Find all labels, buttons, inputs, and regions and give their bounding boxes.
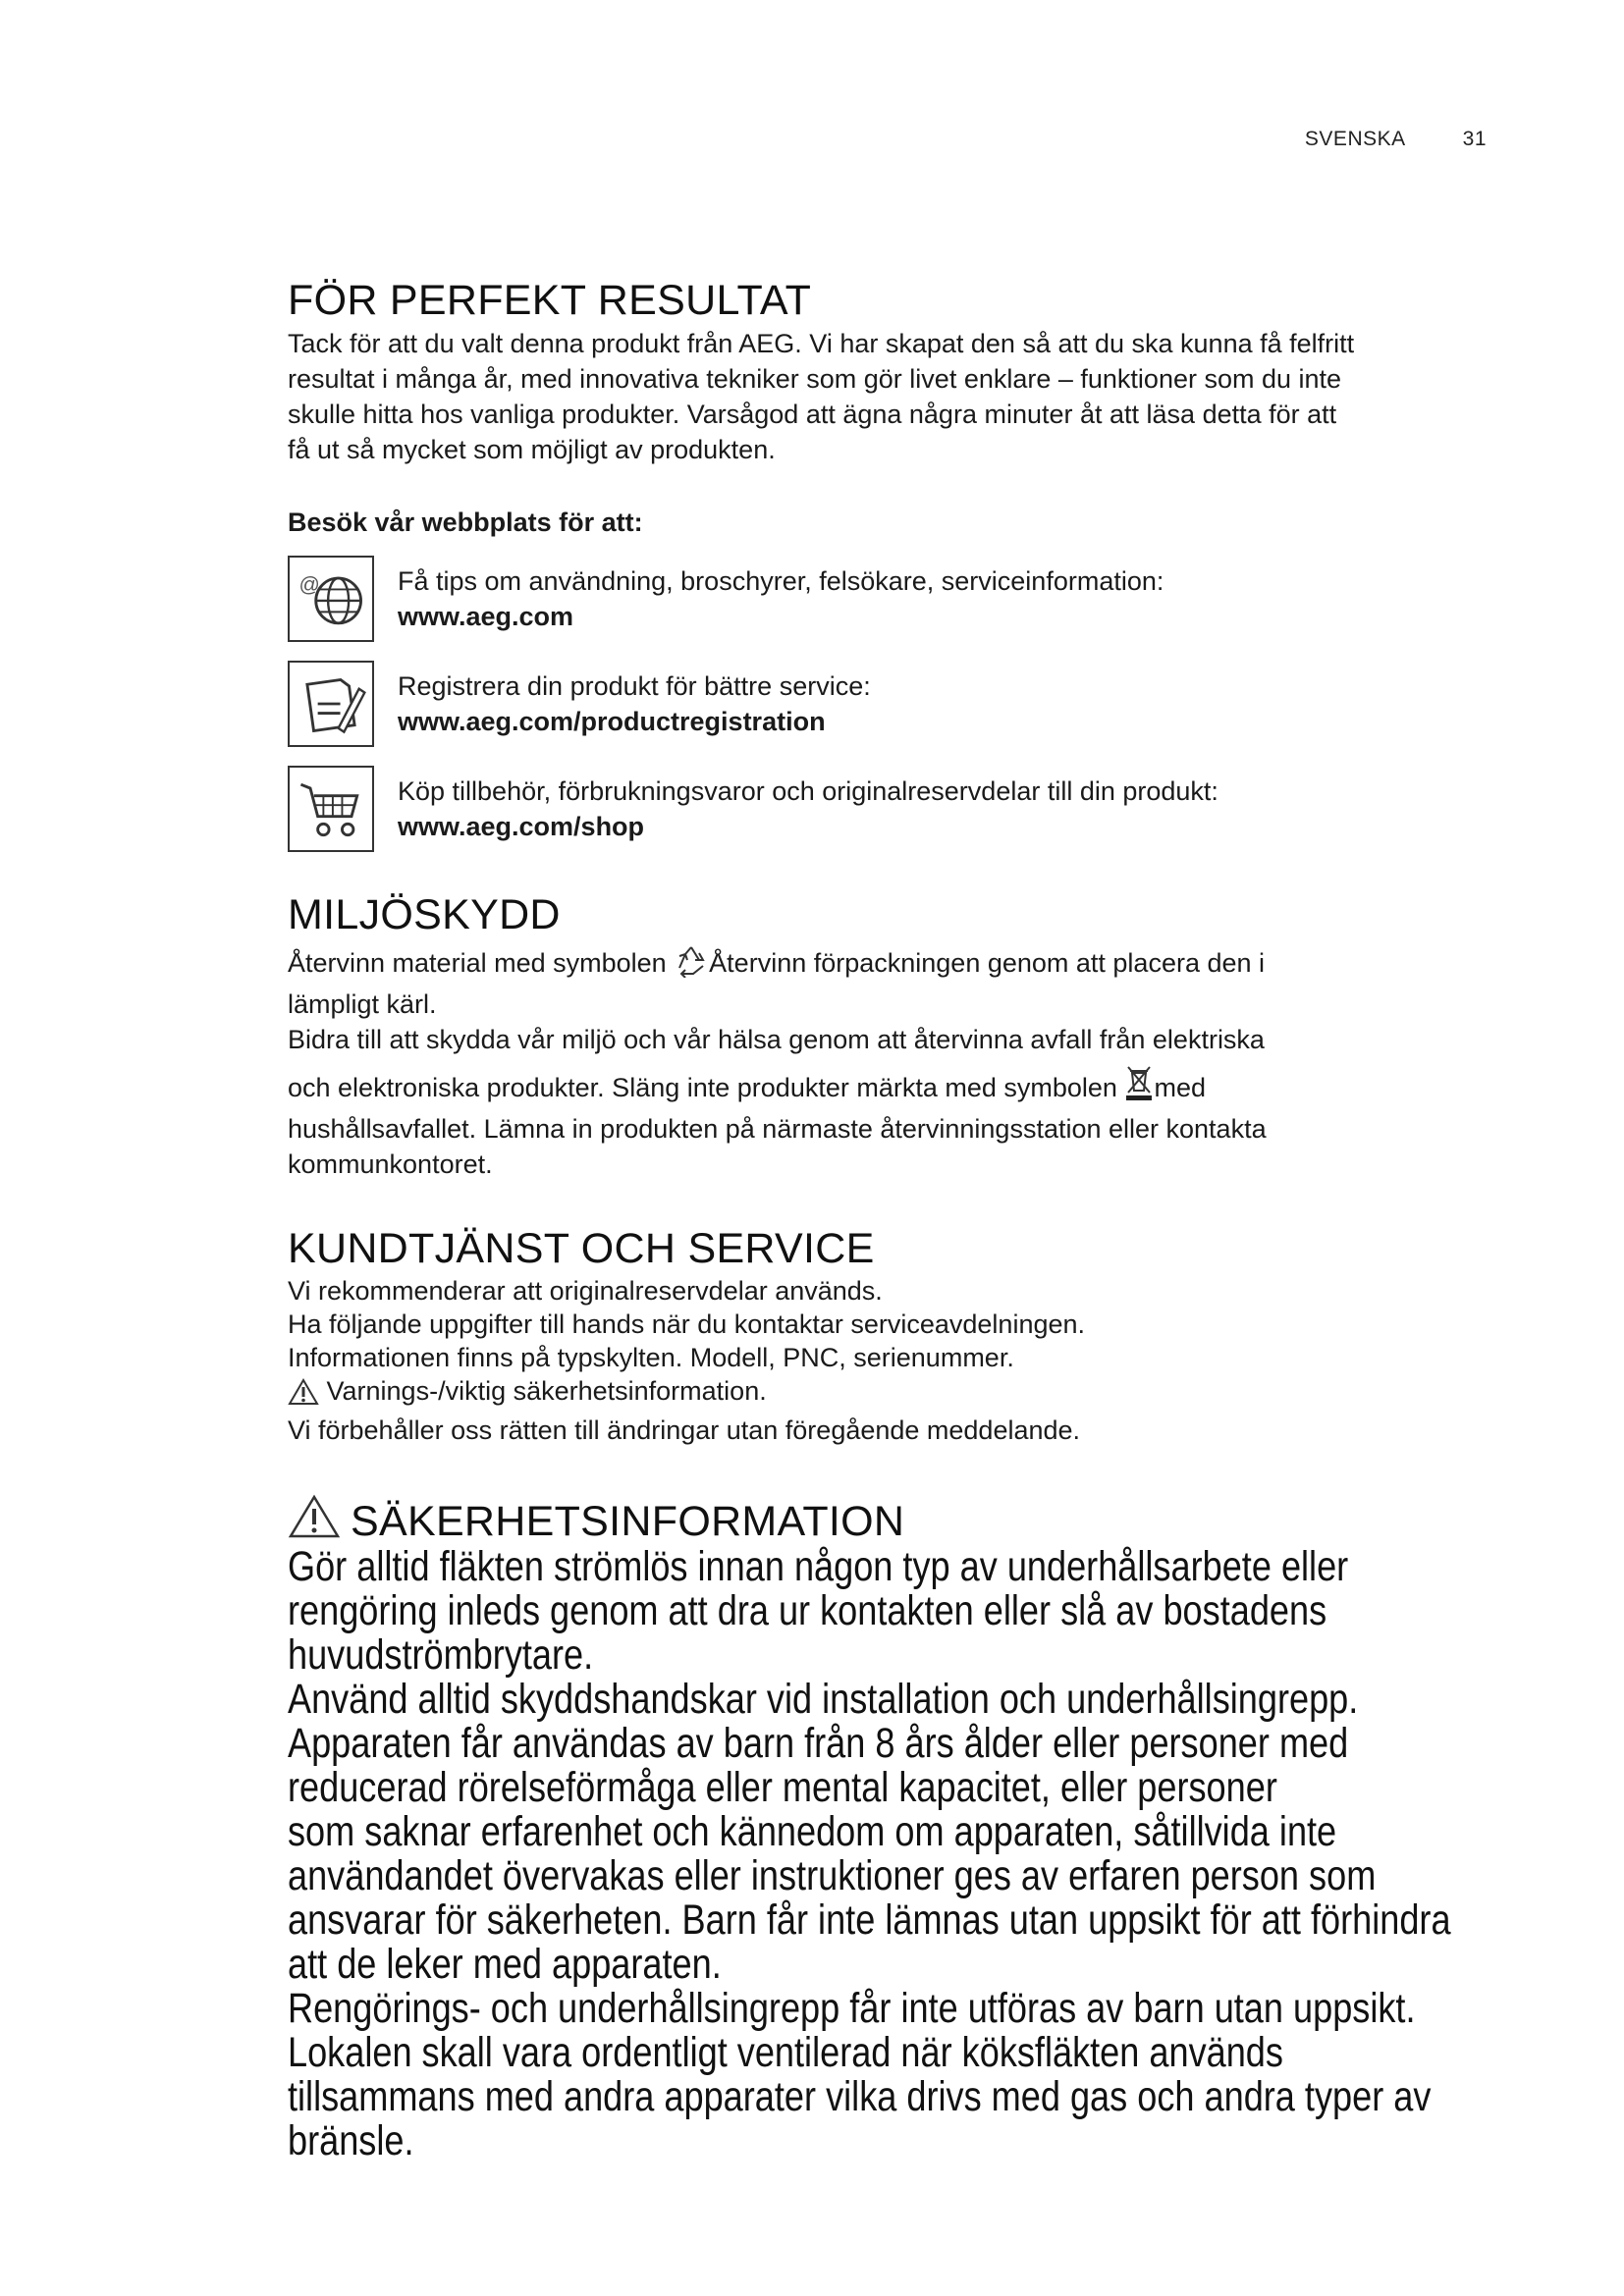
section-title-environment: MILJÖSKYDD (288, 891, 561, 938)
service-text: Varnings-/viktig säkerhetsinformation. (326, 1376, 767, 1406)
safety-title-text: SÄKERHETSINFORMATION (351, 1498, 905, 1545)
service-line: Vi förbehåller oss rätten till ändringar utan föregående meddelande. (288, 1415, 1081, 1445)
page-header (1305, 128, 1487, 151)
visit-item-text (398, 668, 871, 739)
page-number: 31 (1462, 128, 1487, 150)
environment-text: Återvinn förpackningen genom att placera den i (709, 948, 1266, 978)
safety-line: bränsle. (288, 2117, 414, 2164)
weee-bin-icon (1124, 1065, 1154, 1111)
language-label: SVENSKA (1304, 128, 1406, 150)
environment-text: med (1154, 1073, 1206, 1102)
visit-item-description: Få tips om användning, broschyrer, felsökare, serviceinformation: (398, 566, 1164, 596)
environment-line (288, 1065, 1486, 1111)
safety-line: att de leker med apparaten. (288, 1941, 722, 1988)
safety-line: Apparaten får användas av barn från 8 års ålder eller personer med (288, 1720, 1349, 1767)
section-title-perfect-result: FÖR PERFEKT RESULTAT (288, 277, 812, 324)
safety-line: ansvarar för säkerheten. Barn får inte lämnas utan uppsikt för att förhindra (288, 1896, 1451, 1944)
safety-paragraph (288, 1545, 1525, 2163)
safety-line: Använd alltid skyddshandskar vid installation och underhållsingrepp. (288, 1676, 1359, 1723)
safety-line: användandet övervakas eller instruktioner ges av erfaren person som (288, 1852, 1377, 1899)
service-line (288, 1374, 1486, 1414)
environment-text: Återvinn material med symbolen (288, 948, 675, 978)
service-line: Vi rekommenderar att originalreservdelar används. (288, 1276, 883, 1306)
safety-line: reducerad rörelseförmåga eller mental kapacitet, eller personer (288, 1764, 1277, 1811)
environment-text: och elektroniska produkter. Släng inte produkter märkta med symbolen (288, 1073, 1125, 1102)
section-title-safety (288, 1494, 904, 1550)
visit-item-tips (288, 556, 1515, 646)
safety-line: rengöring inleds genom att dra ur kontakten eller slå av bostadens (288, 1587, 1327, 1634)
service-paragraph (288, 1274, 1486, 1447)
safety-line: som saknar erfarenhet och kännedom om apparaten, såtillvida inte (288, 1808, 1337, 1855)
environment-line: hushållsavfallet. Lämna in produkten på närmaste återvinningsstation eller kontakta (288, 1114, 1267, 1144)
link-aeg-com[interactable]: www.aeg.com (398, 602, 574, 631)
safety-line: Lokalen skall vara ordentligt ventilerad när köksfläkten används (288, 2029, 1283, 2076)
warning-icon (288, 1378, 319, 1414)
link-shop[interactable]: www.aeg.com/shop (398, 812, 645, 841)
visit-heading: Besök vår webbplats för att: (288, 507, 643, 537)
recycle-icon (674, 944, 709, 987)
intro-line: Tack för att du valt denna produkt från AEG. Vi har skapat den så att du ska kunna få felfritt (288, 329, 1355, 358)
intro-line: resultat i många år, med innovativa tekniker som gör livet enklare – funktioner som du inte (288, 364, 1342, 394)
intro-line: få ut så mycket som möjligt av produkten. (288, 435, 776, 464)
intro-paragraph (288, 326, 1486, 467)
visit-item-description: Köp tillbehör, förbrukningsvaror och originalreservdelar till din produkt: (398, 776, 1218, 806)
environment-line: kommunkontoret. (288, 1149, 493, 1179)
warning-icon (288, 1494, 341, 1550)
safety-line: Rengörings- och underhållsingrepp får inte utföras av barn utan uppsikt. (288, 1985, 1416, 2032)
environment-line: Bidra till att skydda vår miljö och vår hälsa genom att återvinna avfall från elektriska (288, 1025, 1265, 1054)
register-pen-icon (288, 661, 374, 747)
section-title-service: KUNDTJÄNST OCH SERVICE (288, 1225, 875, 1272)
service-line: Informationen finns på typskylten. Modell, PNC, serienummer. (288, 1343, 1014, 1372)
environment-paragraph (288, 944, 1486, 1182)
environment-line (288, 944, 1486, 987)
environment-line: lämpligt kärl. (288, 989, 437, 1019)
service-line: Ha följande uppgifter till hands när du kontaktar serviceavdelningen. (288, 1309, 1086, 1339)
link-productregistration[interactable]: www.aeg.com/productregistration (398, 707, 826, 736)
svg-text:@: @ (298, 573, 320, 597)
visit-item-text (398, 563, 1164, 634)
safety-line: Gör alltid fläkten strömlös innan någon typ av underhållsarbete eller (288, 1543, 1349, 1590)
globe-at-icon (288, 556, 374, 642)
intro-line: skulle hitta hos vanliga produkter. Varsågod att ägna några minuter åt att läsa detta för att (288, 400, 1337, 429)
visit-item-description: Registrera din produkt för bättre service: (398, 671, 871, 701)
visit-item-shop (288, 766, 1515, 856)
safety-line: huvudströmbrytare. (288, 1631, 594, 1679)
safety-line: tillsammans med andra apparater vilka drivs med gas och andra typer av (288, 2073, 1432, 2120)
visit-item-text (398, 774, 1218, 844)
visit-item-register (288, 661, 1515, 751)
shopping-cart-icon (288, 766, 374, 852)
